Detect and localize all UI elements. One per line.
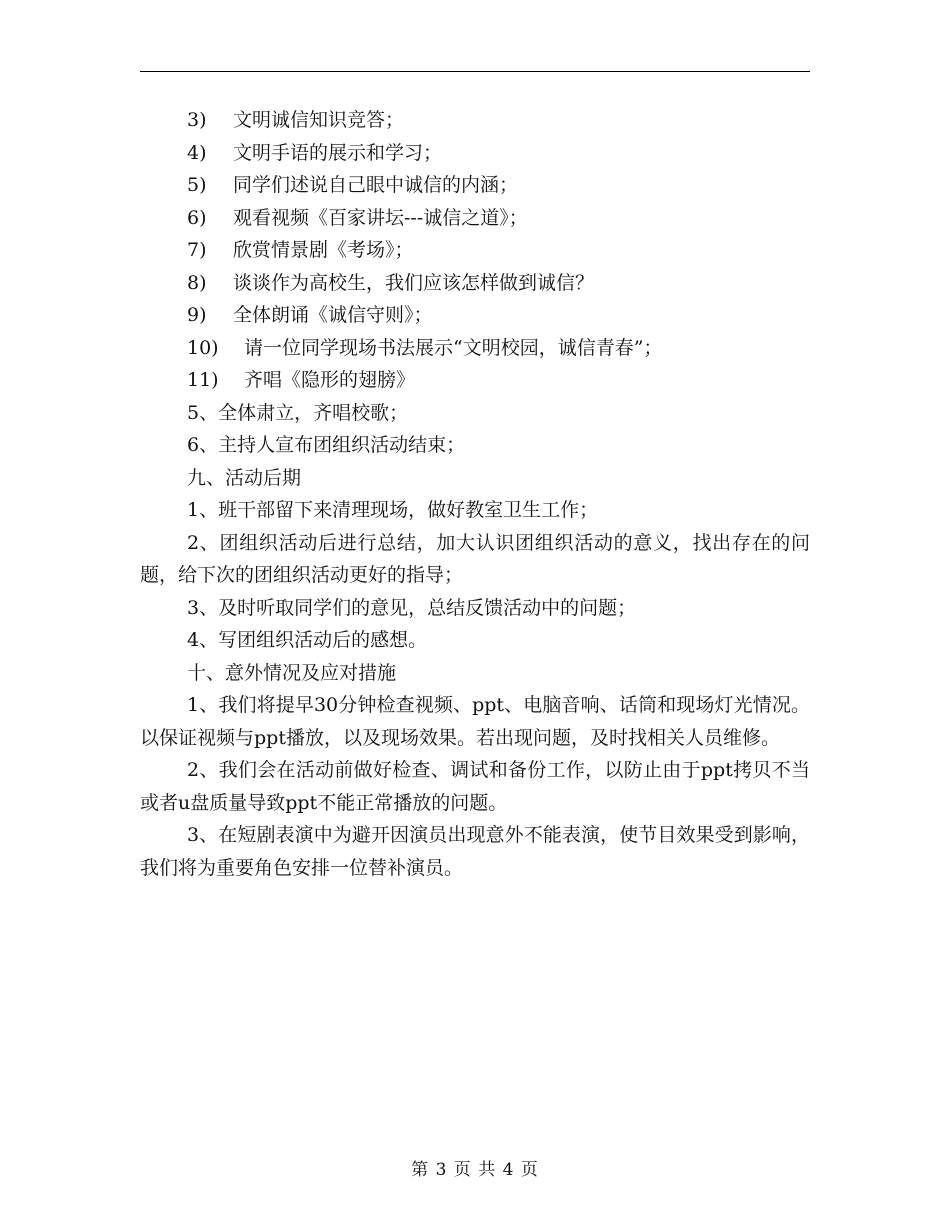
list-item-number: 11) [187,369,219,391]
section-9-paragraph-1: 1、班干部留下来清理现场，做好教室卫生工作； [187,499,599,521]
list-item-text: 谈谈作为高校生，我们应该怎样做到诚信？ [233,271,595,294]
list-item-text: 文明诚信知识竞答； [233,109,405,131]
document-body [140,104,810,884]
list-item-number: 9) [187,304,207,326]
list-item-number: 10) [187,336,219,359]
section-10-paragraph-2: 2、我们会在活动前做好检查、调试和备份工作，以防止由于ppt拷贝不当或者u盘质量导致ppt不能正常播放的问题。 [140,759,810,814]
list-item-text: 全体朗诵《诚信守则》； [233,304,433,326]
list-item-text: 齐唱《隐形的翅膀》 [244,369,416,391]
list-item-number: 4) [187,141,207,164]
list-item [140,299,810,332]
section-10-paragraph-1: 1、我们将提早30分钟检查视频、ppt、电脑音响、话筒和现场灯光情况。以保证视频与ppt播放，以及现场效果。若出现问题，及时找相关人员维修。 [140,694,810,749]
section-9-paragraph-2: 2、团组织活动后进行总结，加大认识团组织活动的意义，找出存在的问题，给下次的团组织活动更好的指导； [140,531,810,586]
section-9-heading: 九、活动后期 [187,466,302,489]
list-item [140,104,810,137]
header-rule [140,71,810,72]
section-10-heading: 十、意外情况及应对措施 [187,661,397,684]
section-10-paragraph-3: 3、在短剧表演中为避开因演员出现意外不能表演，使节目效果受到影响，我们将为重要角色安排一位替补演员。 [140,824,810,879]
list-item-text: 观看视频《百家讲坛---诚信之道》； [233,206,528,229]
section-9-paragraph-3: 3、及时听取同学们的意见，总结反馈活动中的问题； [187,596,637,619]
step-5: 5、全体肃立，齐唱校歌； [187,401,409,424]
list-item-text: 欣赏情景剧《考场》； [233,239,414,261]
list-item [140,169,810,202]
list-item [140,202,810,235]
list-item-text: 请一位同学现场书法展示“文明校园，诚信青春”； [244,336,663,359]
list-item-number: 5) [187,174,207,196]
list-item-number: 3) [187,109,207,131]
list-item [140,267,810,300]
step-6: 6、主持人宣布团组织活动结束； [187,434,466,456]
list-item-number: 8) [187,271,207,294]
list-item [140,234,810,267]
list-item-text: 文明手语的展示和学习； [233,141,443,164]
list-item [140,364,810,397]
section-9-paragraph-4: 4、写团组织活动后的感想。 [187,629,428,651]
list-item [140,332,810,365]
list-item [140,137,810,170]
list-item-number: 6) [187,206,207,229]
list-item-number: 7) [187,239,207,261]
page-number-footer: 第 3 页 共 4 页 [411,1160,539,1180]
list-item-text: 同学们述说自己眼中诚信的内涵； [233,174,519,196]
